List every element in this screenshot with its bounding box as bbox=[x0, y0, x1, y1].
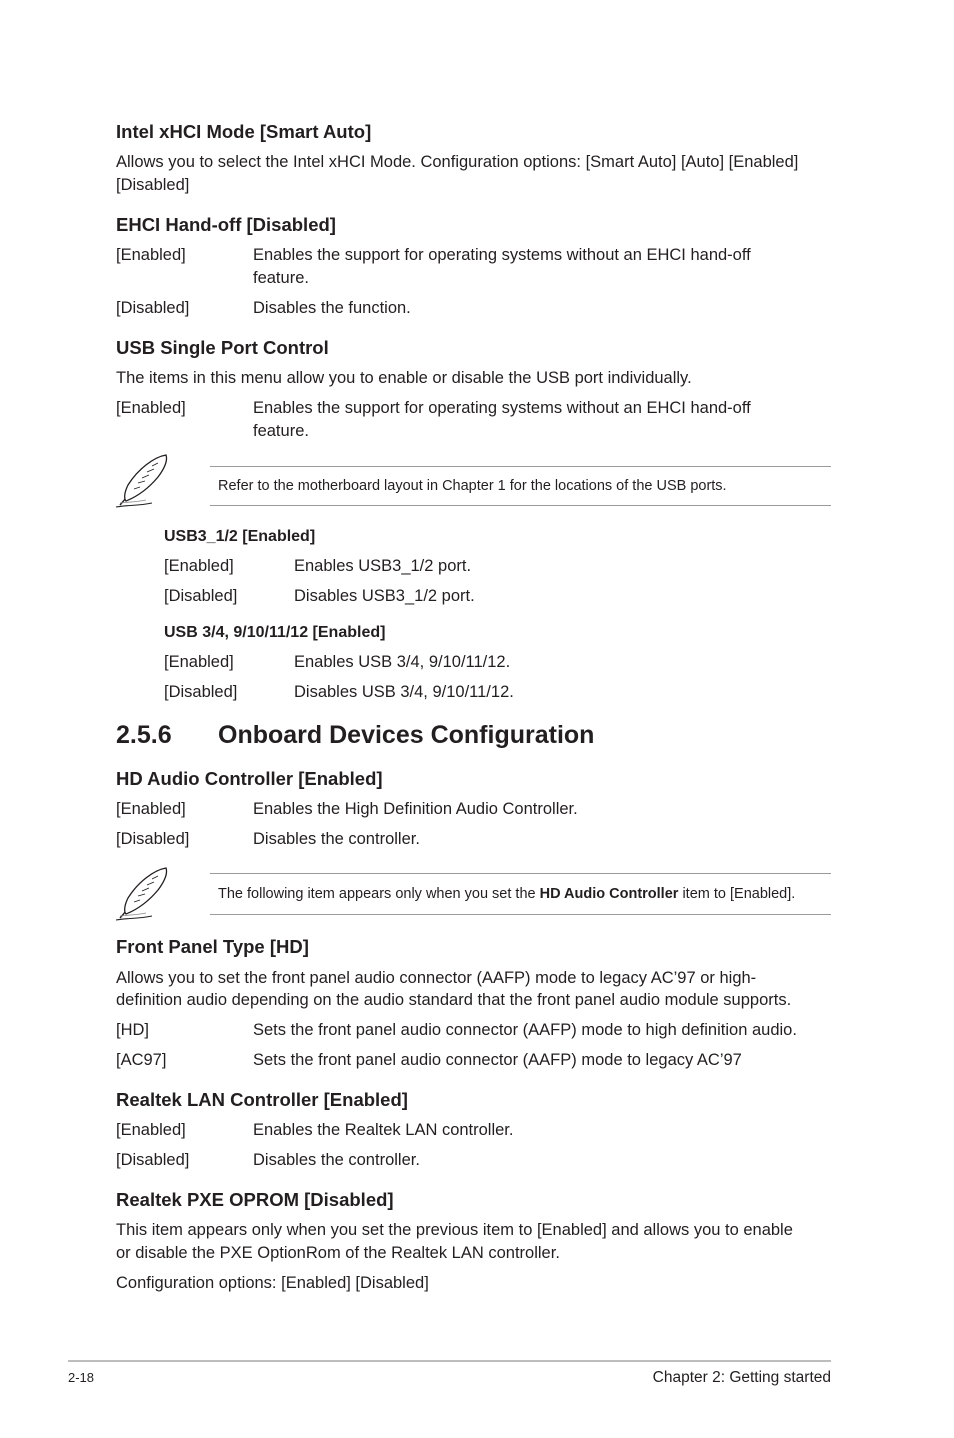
note-top-rule bbox=[210, 873, 831, 874]
usb3-12-opt2-desc: Disables USB3_1/2 port. bbox=[294, 587, 475, 605]
footer-rule bbox=[68, 1360, 831, 1362]
front-panel-opt2-desc: Sets the front panel audio connector (AAFP) mode to legacy AC’97 bbox=[253, 1051, 742, 1069]
footer-chapter: Chapter 2: Getting started bbox=[652, 1369, 831, 1386]
note-feather-icon bbox=[114, 451, 172, 514]
note-hd-audio-bold: HD Audio Controller bbox=[539, 886, 679, 902]
section-title: Onboard Devices Configuration bbox=[218, 721, 595, 749]
note-hd-audio bbox=[218, 886, 795, 902]
hd-audio-opt2-term: [Disabled] bbox=[116, 830, 190, 848]
front-panel-opt1-term: [HD] bbox=[116, 1021, 149, 1039]
front-panel-opt1-desc: Sets the front panel audio connector (AAFP) mode to high definition audio. bbox=[253, 1021, 797, 1039]
usb3-12-opt2-term: [Disabled] bbox=[164, 587, 238, 605]
section-number: 2.5.6 bbox=[116, 721, 172, 749]
usb-single-opt1-term: [Enabled] bbox=[116, 399, 186, 417]
ehci-opt2-term: [Disabled] bbox=[116, 299, 190, 317]
note-hd-audio-post: item to [Enabled]. bbox=[678, 886, 796, 902]
note-hd-audio-pre: The following item appears only when you set the bbox=[218, 886, 540, 902]
lan-opt1-term: [Enabled] bbox=[116, 1121, 186, 1139]
front-panel-desc-line1: Allows you to set the front panel audio connector (AAFP) mode to legacy AC’97 or high- bbox=[116, 969, 757, 987]
lan-opt2-term: [Disabled] bbox=[116, 1151, 190, 1169]
ehci-opt1-desc-line1: Enables the support for operating systems without an EHCI hand-off bbox=[253, 246, 751, 264]
heading-hd-audio: HD Audio Controller [Enabled] bbox=[116, 768, 383, 789]
usb-single-desc: The items in this menu allow you to enable or disable the USB port individually. bbox=[116, 369, 692, 387]
usb-34-opt1-term: [Enabled] bbox=[164, 653, 234, 671]
usb-single-opt1-desc-line1: Enables the support for operating systems without an EHCI hand-off bbox=[253, 399, 751, 417]
heading-usb3-12: USB3_1/2 [Enabled] bbox=[164, 528, 316, 545]
heading-usb-single-port: USB Single Port Control bbox=[116, 337, 329, 358]
heading-realtek-pxe: Realtek PXE OPROM [Disabled] bbox=[116, 1189, 394, 1210]
ehci-opt1-desc-line2: feature. bbox=[253, 269, 309, 287]
heading-ehci-handoff: EHCI Hand-off [Disabled] bbox=[116, 214, 336, 235]
note-bottom-rule bbox=[210, 914, 831, 915]
pxe-config-options: Configuration options: [Enabled] [Disabled] bbox=[116, 1274, 429, 1292]
note-bottom-rule bbox=[210, 505, 831, 506]
pxe-desc-line2: or disable the PXE OptionRom of the Realtek LAN controller. bbox=[116, 1244, 560, 1262]
heading-usb-34: USB 3/4, 9/10/11/12 [Enabled] bbox=[164, 624, 386, 641]
front-panel-desc-line2: definition audio depending on the audio standard that the front panel audio module supports. bbox=[116, 991, 792, 1009]
lan-opt1-desc: Enables the Realtek LAN controller. bbox=[253, 1121, 514, 1139]
note-feather-icon bbox=[114, 864, 172, 927]
heading-front-panel: Front Panel Type [HD] bbox=[116, 936, 309, 957]
usb3-12-opt1-term: [Enabled] bbox=[164, 557, 234, 575]
hd-audio-opt2-desc: Disables the controller. bbox=[253, 830, 420, 848]
note-top-rule bbox=[210, 466, 831, 467]
ehci-opt2-desc: Disables the function. bbox=[253, 299, 411, 317]
pxe-desc-line1: This item appears only when you set the previous item to [Enabled] and allows you to enable bbox=[116, 1221, 793, 1239]
hd-audio-opt1-term: [Enabled] bbox=[116, 800, 186, 818]
usb-single-opt1-desc-line2: feature. bbox=[253, 422, 309, 440]
usb-34-opt2-term: [Disabled] bbox=[164, 683, 238, 701]
heading-xhci-mode: Intel xHCI Mode [Smart Auto] bbox=[116, 121, 372, 142]
usb-34-opt1-desc: Enables USB 3/4, 9/10/11/12. bbox=[294, 653, 511, 671]
heading-realtek-lan: Realtek LAN Controller [Enabled] bbox=[116, 1089, 408, 1110]
usb3-12-opt1-desc: Enables USB3_1/2 port. bbox=[294, 557, 472, 575]
hd-audio-opt1-desc: Enables the High Definition Audio Controller. bbox=[253, 800, 578, 818]
lan-opt2-desc: Disables the controller. bbox=[253, 1151, 420, 1169]
xhci-desc-line1: Allows you to select the Intel xHCI Mode. Configuration options: [Smart Auto] [Auto] [Enabled] bbox=[116, 153, 799, 171]
page-number: 2-18 bbox=[68, 1370, 95, 1385]
note-usb-ports: Refer to the motherboard layout in Chapter 1 for the locations of the USB ports. bbox=[218, 478, 727, 494]
ehci-opt1-term: [Enabled] bbox=[116, 246, 186, 264]
front-panel-opt2-term: [AC97] bbox=[116, 1051, 167, 1069]
usb-34-opt2-desc: Disables USB 3/4, 9/10/11/12. bbox=[294, 683, 514, 701]
xhci-desc-line2: [Disabled] bbox=[116, 176, 190, 194]
